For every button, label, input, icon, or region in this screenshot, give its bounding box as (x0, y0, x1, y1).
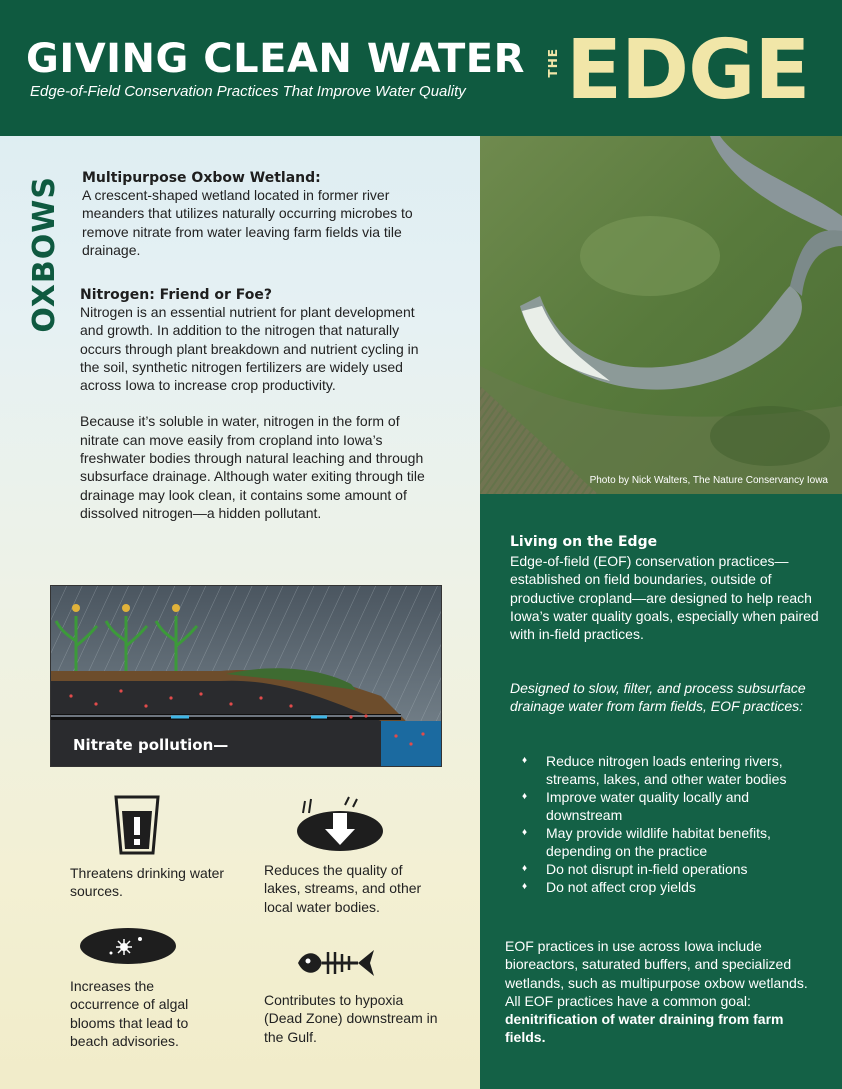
oxbows-label: OXBOWS (27, 176, 62, 333)
diamond-bullet-icon: ♦ (522, 827, 528, 838)
edge-wordmark: EDGE (566, 23, 810, 118)
list-item: ♦ May provide wildlife habitat benefits, depending on the practice (522, 825, 771, 859)
algae-bloom-icon (78, 925, 178, 972)
diamond-bullet-icon: ♦ (522, 881, 528, 892)
oxbow-definition (82, 170, 427, 259)
diamond-bullet-icon: ♦ (522, 863, 528, 874)
fish-skeleton-icon (296, 946, 376, 985)
aerial-oxbow-photo (480, 136, 842, 494)
impact-algal-blooms: Increases the occurrence of algal blooms that lead to beach advisories. (70, 978, 189, 1049)
list-item: ♦ Reduce nitrogen loads entering rivers, streams, lakes, and other water bodies (522, 753, 787, 787)
eof-benefits-list (522, 752, 822, 896)
aerial-oxbow-image (480, 136, 842, 494)
oxbow-body: A crescent-shaped wetland located in former river meanders that utilizes naturally occurring microbes to remove nitrate from water leaving farm fields via tile drainage. (82, 187, 413, 258)
panel-intro: Designed to slow, filter, and process subsurface drainage water from farm fields, EOF practices: (510, 680, 806, 715)
nitrogen-paragraph-1: Nitrogen is an essential nutrient for plant development and growth. In addition to the nitrogen that naturally occurs through plant breakdown and nutrient cycling in the soil, synthetic nitrogen fertilizers are widely used across Iowa to increase crop productivity. (80, 304, 419, 394)
nitrogen-section (80, 287, 436, 522)
list-item: ♦ Do not affect crop yields (522, 879, 696, 895)
water-body-down-arrow-icon (295, 795, 385, 860)
list-item: ♦ Improve water quality locally and downstream (522, 789, 750, 823)
diamond-bullet-icon: ♦ (522, 791, 528, 802)
section-side-label (27, 176, 62, 376)
panel-heading: Living on the Edge (510, 534, 658, 550)
diagram-label: Nitrate pollution— (73, 736, 229, 754)
living-on-the-edge-panel (480, 494, 842, 1089)
photo-credit: Photo by Nick Walters, The Nature Conservancy Iowa (589, 475, 828, 486)
diamond-bullet-icon: ♦ (522, 755, 528, 766)
page-subtitle: Edge-of-Field Conservation Practices That Improve Water Quality (30, 83, 466, 100)
the-wordmark: THE (546, 48, 560, 78)
panel-body: Edge-of-field (EOF) conservation practices—established on field boundaries, outside of productive cropland—are designed to help reach Iowa’s water quality goals, especially when paired with in-field practices. (510, 553, 819, 643)
nitrogen-heading: Nitrogen: Friend or Foe? (80, 287, 273, 303)
page-title: GIVING CLEAN WATER (26, 36, 525, 82)
tile-drainage-diagram (50, 585, 442, 767)
page-header (0, 0, 842, 136)
list-item: ♦ Do not disrupt in-field operations (522, 861, 748, 877)
denitrification-goal: denitrification of water draining from farm fields. (505, 1011, 784, 1046)
nitrogen-paragraph-2: Because it’s soluble in water, nitrogen in the form of nitrate can move easily from cropland into Iowa’s freshwater bodies through natural leaching and through subsurface drainage. Although water exiting through tile drainage may look clean, it contains some amount of dissolved nitrogen—a hidden pollutant. (80, 413, 425, 521)
impact-hypoxia: Contributes to hypoxia (Dead Zone) downstream in the Gulf. (264, 992, 438, 1045)
impact-water-quality: Reduces the quality of lakes, streams, and other local water bodies. (264, 862, 422, 915)
oxbow-heading: Multipurpose Oxbow Wetland: (82, 170, 321, 186)
panel-footer: EOF practices in use across Iowa include bioreactors, saturated buffers, and specialized wetlands, such as multipurpose oxbow wetlands. All EOF practices have a common goal: denitrification of water draining from farm fields. (505, 938, 808, 1046)
impact-drinking-water: Threatens drinking water sources. (70, 865, 225, 900)
drinking-glass-warning-icon (112, 795, 162, 860)
